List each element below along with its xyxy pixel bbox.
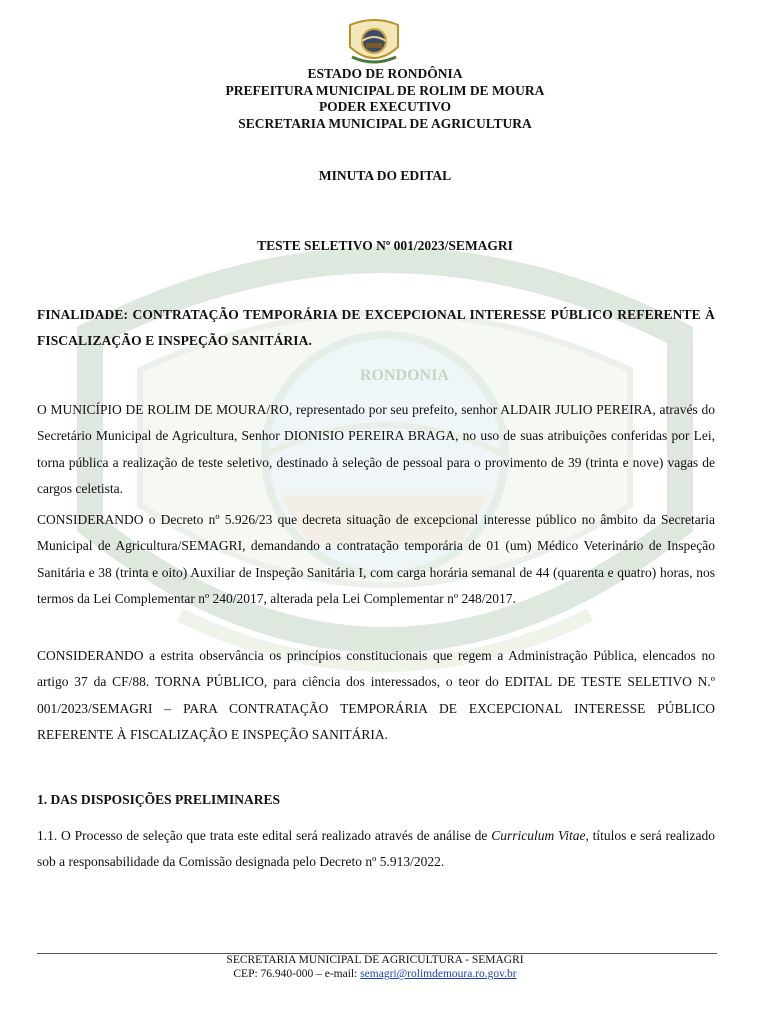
crest-logo — [346, 17, 402, 65]
document-header — [0, 66, 770, 132]
footer-email-link[interactable]: semagri@rolimdemoura.ro.gov.br — [360, 968, 517, 980]
item-1-1-text-b: , títulos e será realizado sob a responsabilidade da Comissão designada pelo Decreto nº 5.913/2022. — [37, 828, 715, 870]
item-1-1-text-a: 1.1. O Processo de seleção que trata este edital será realizado através de análise de — [37, 828, 492, 843]
header-state: ESTADO DE RONDÔNIA — [307, 66, 463, 81]
header-secretaria: SECRETARIA MUNICIPAL DE AGRICULTURA — [238, 115, 532, 131]
header-poder: PODER EXECUTIVO — [318, 99, 452, 114]
footer-secretaria: SECRETARIA MUNICIPAL DE AGRICULTURA - SEMAGRI — [226, 954, 524, 966]
document-title: MINUTA DO EDITAL — [318, 168, 452, 183]
footer-contact — [0, 967, 750, 981]
finalidade-paragraph: FINALIDADE: CONTRATAÇÃO TEMPORÁRIA DE EXCEPCIONAL INTERESSE PÚBLICO REFERENTE À FISCALIZAÇÃO E INSPEÇÃO SANITÁRIA. — [37, 307, 715, 349]
document-subtitle: TESTE SELETIVO Nº 001/2023/SEMAGRI — [257, 238, 513, 253]
section-1-heading: 1. DAS DISPOSIÇÕES PRELIMINARES — [37, 792, 281, 807]
item-1-1-italic: Curriculum Vitae — [491, 828, 586, 843]
intro-paragraph: O MUNICÍPIO DE ROLIM DE MOURA/RO, representado por seu prefeito, senhor ALDAIR JULIO PEREIRA, através do Secretário Municipal de Agricultura, Senhor DIONISIO PEREIRA BRAGA, no uso de suas atribuições conferidas por Lei, torna pública a realização de teste seletivo, destinado à seleção de pessoal para o provimento de 39 (trinta e nove) vagas de cargos celetista. — [37, 402, 715, 496]
considerando-principios-paragraph: CONSIDERANDO a estrita observância os princípios constitucionais que regem a Administração Pública, elencados no artigo 37 da CF/88. TORNA PÚBLICO, para ciência dos interessados, o teor do EDITAL DE TESTE SELETIVO N.º 001/2023/SEMAGRI – PARA CONTRATAÇÃO TEMPORÁRIA DE EXCEPCIONAL INTERESSE PÚBLICO REFERENTE À FISCALIZAÇÃO E INSPEÇÃO SANITÁRIA. — [37, 648, 715, 742]
footer — [0, 953, 750, 981]
item-1-1-paragraph — [37, 823, 715, 876]
footer-cep: CEP: 76.940-000 – e-mail: — [233, 968, 361, 980]
considerando-decreto-paragraph: CONSIDERANDO o Decreto nº 5.926/23 que decreta situação de excepcional interesse público no âmbito da Secretaria Municipal de Agricultura/SEMAGRI, demandando a contratação temporária de 01 (um) Médico Veterinário de Inspeção Sanitária e 38 (trinta e oito) Auxiliar de Inspeção Sanitária I, com carga horária semanal de 44 (quarenta e quatro) horas, nos termos da Lei Complementar nº 240/2017, alterada pela Lei Complementar nº 248/2017. — [37, 512, 715, 606]
watermark-text: RONDONIA — [360, 367, 449, 384]
header-prefeitura: PREFEITURA MUNICIPAL DE ROLIM DE MOURA — [225, 82, 545, 98]
